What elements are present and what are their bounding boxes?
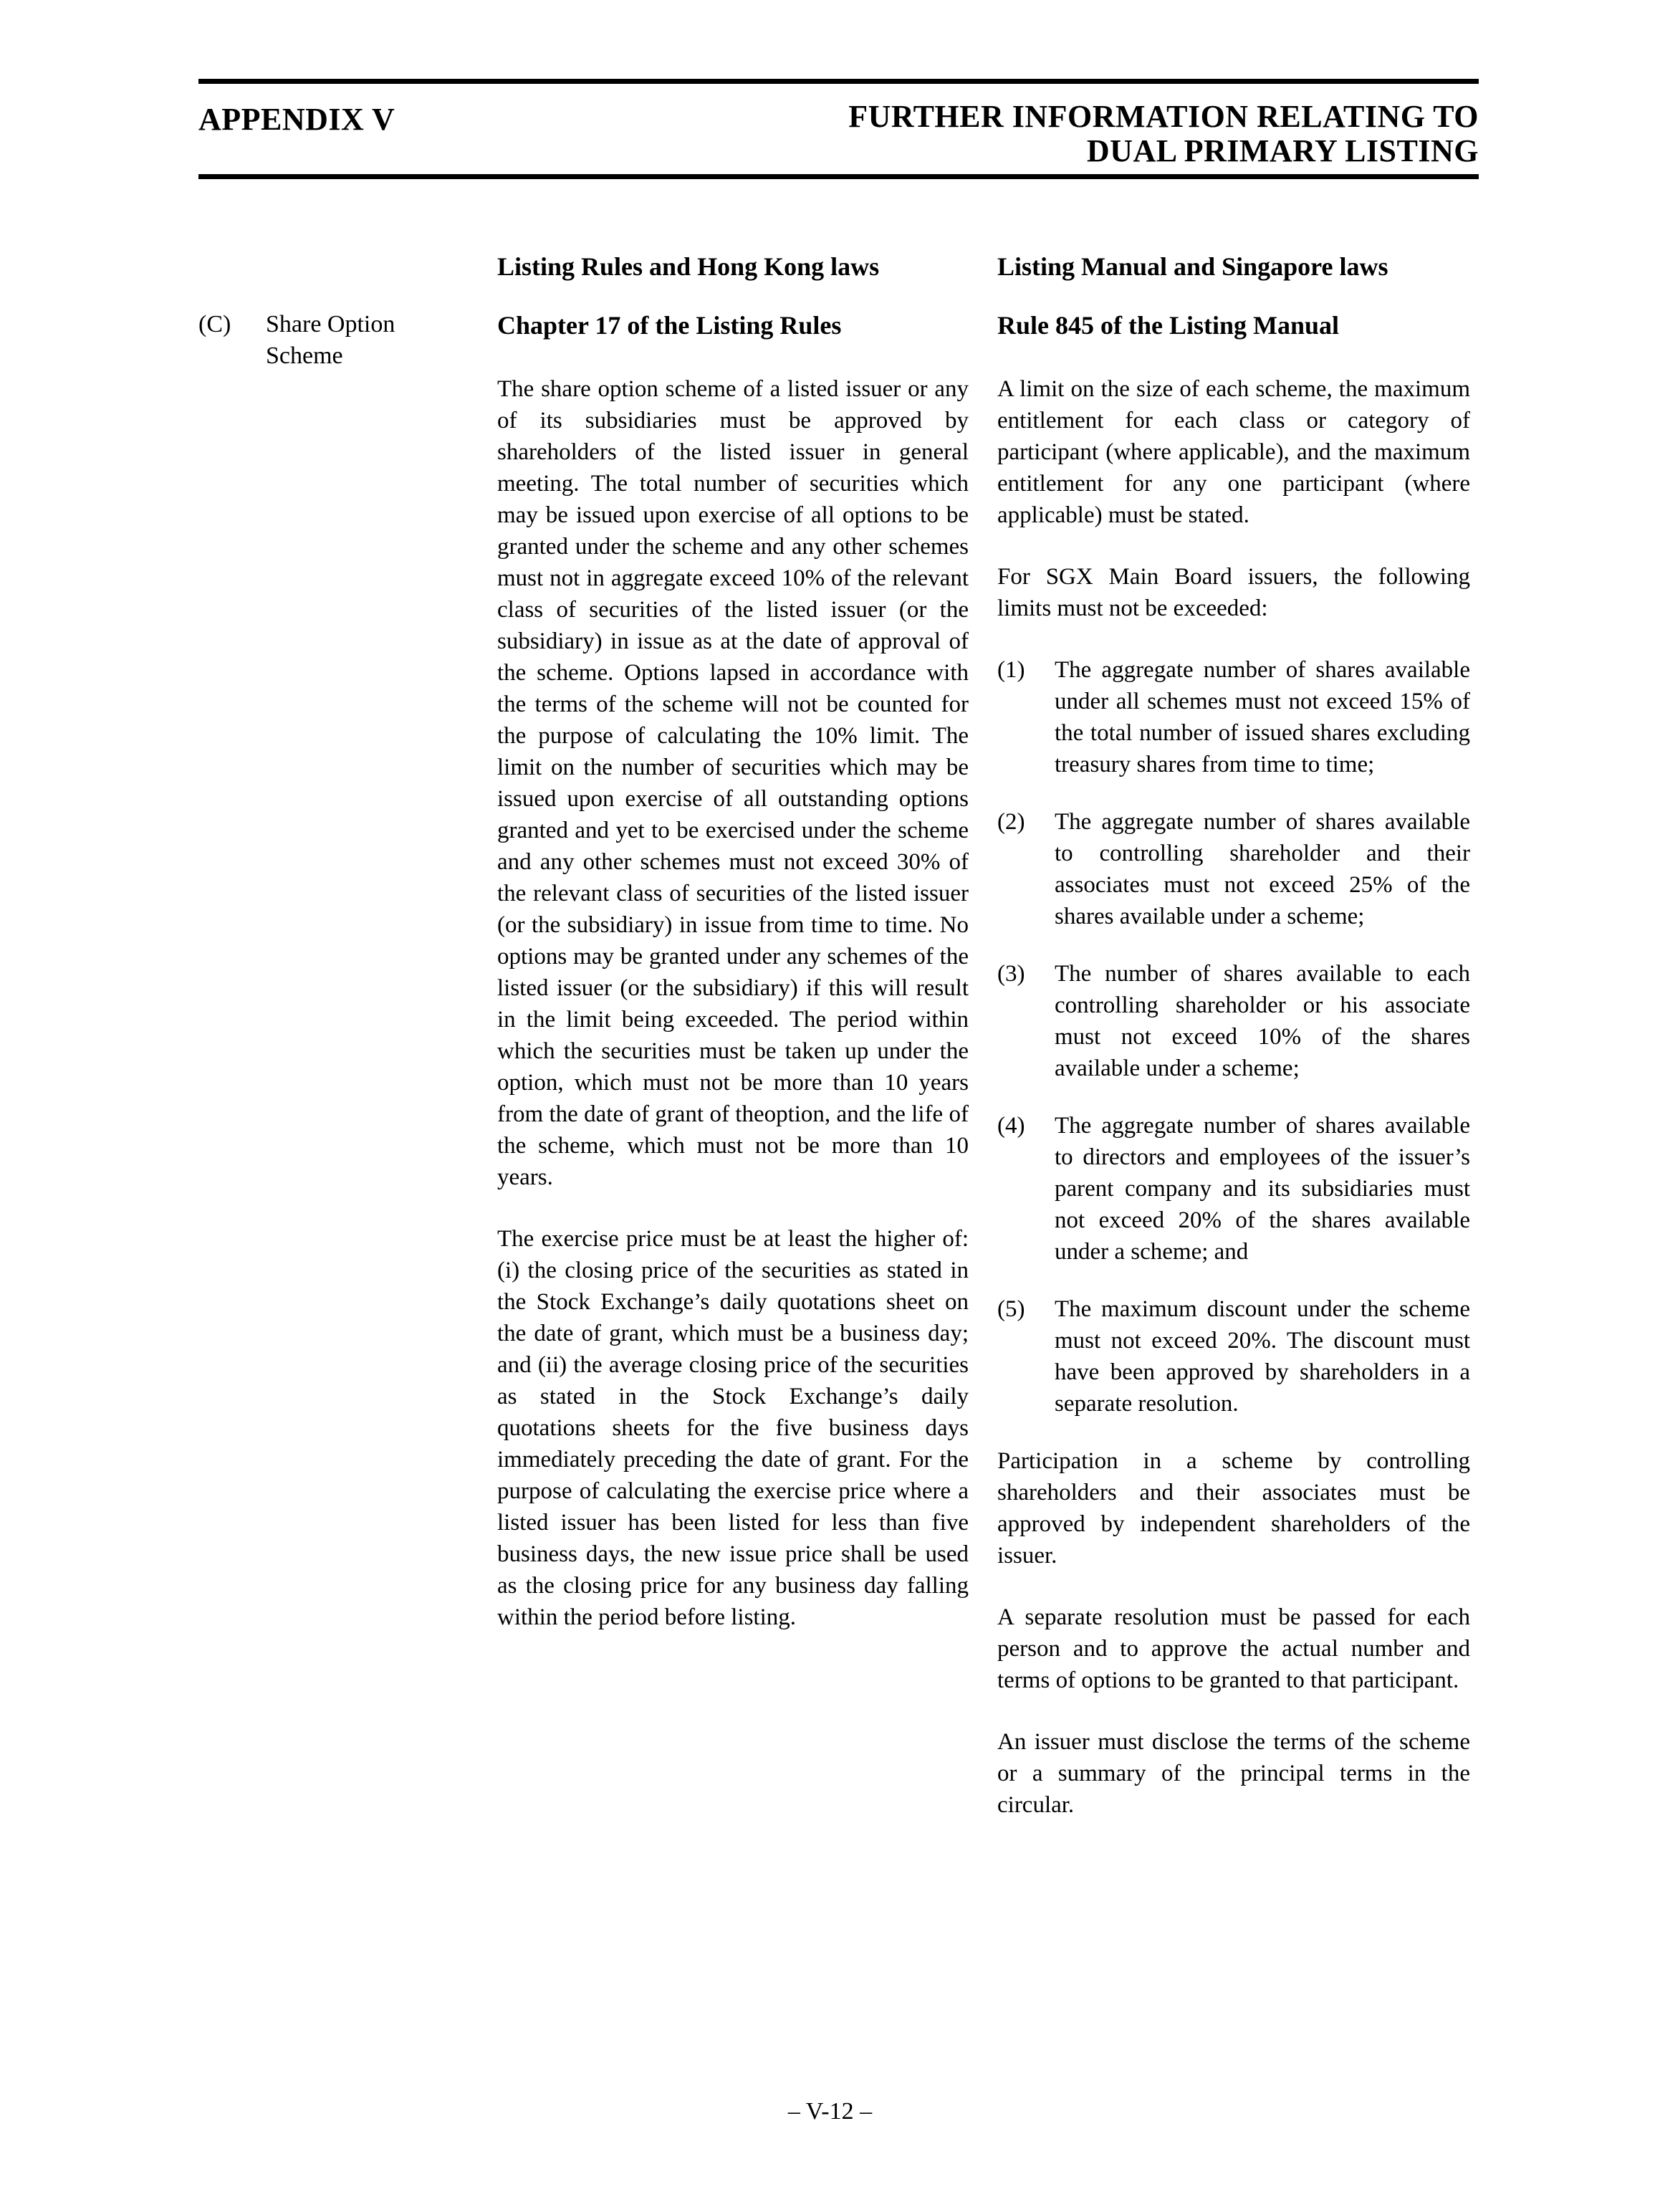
- label-column-spacer: [198, 250, 497, 283]
- page-number: – V-12 –: [787, 2098, 873, 2125]
- left-subheading: Chapter 17 of the Listing Rules: [497, 311, 842, 340]
- left-column-header: Listing Rules and Hong Kong laws: [497, 252, 880, 281]
- document-title-line1: FURTHER INFORMATION RELATING TO: [848, 99, 1479, 134]
- right-subheading: Rule 845 of the Listing Manual: [997, 311, 1340, 340]
- column-gap: [969, 250, 997, 283]
- right-closing-paragraph-3: An issuer must disclose the terms of the scheme or a summary of the principal terms in the circular.: [997, 1729, 1470, 1818]
- page-content: [198, 0, 1479, 1821]
- list-item-number: (2): [997, 809, 1025, 835]
- row-label-index: (C): [198, 311, 231, 337]
- list-item: [997, 1293, 1470, 1419]
- right-column-body: [997, 373, 1470, 1821]
- list-item: [997, 1110, 1470, 1268]
- subheading-row: [198, 309, 1479, 372]
- appendix-label: APPENDIX V: [198, 102, 395, 137]
- column-gap: [969, 373, 997, 1821]
- right-intro-paragraph-1: A limit on the size of each scheme, the maximum entitlement for each class or category of participant (where applicable), and the maximum entitlement for any one participant (where applicable) must be stated.: [997, 376, 1470, 528]
- list-item-text: The number of shares available to each controlling shareholder or his associate must not exceed 10% of the shares available under a scheme;: [1055, 961, 1470, 1081]
- list-item: [997, 806, 1470, 932]
- list-item-number: (5): [997, 1296, 1025, 1322]
- list-item-number: (3): [997, 961, 1025, 987]
- list-item-text: The aggregate number of shares available to directors and employees of the issuer’s parent company and its subsidiaries must not exceed 20% of the shares available under a scheme; and: [1055, 1113, 1470, 1265]
- right-closing-paragraph-2: A separate resolution must be passed for each person and to approve the actual number and terms of options to be granted to that participant.: [997, 1604, 1470, 1693]
- list-item-text: The maximum discount under the scheme must not exceed 20%. The discount must have been approved by shareholders in a separate resolution.: [1055, 1296, 1470, 1417]
- right-closing-paragraph-1: Participation in a scheme by controlling shareholders and their associates must be approved by independent shareholders of the issuer.: [997, 1448, 1470, 1569]
- comparison-table: [198, 250, 1479, 1821]
- body-row: [198, 373, 1479, 1821]
- row-label: [198, 309, 497, 372]
- header-top-rule: [198, 79, 1479, 84]
- column-gap: [969, 309, 997, 372]
- left-paragraph-1: The share option scheme of a listed issuer or any of its subsidiaries must be approved by shareholders of the listed issuer in general meeting. The total number of securities which may be issued upon exercise of all options to be granted under the scheme and any other schemes must not in aggregate exceed 10% of the relevant class of securities of the listed issuer (or the subsidiary) in issue as at the date of approval of the scheme. Options lapsed in accordance with the terms of the scheme will not be counted for the purpose of calculating the 10% limit. The limit on the number of securities which may be issued upon exercise of all outstanding options granted and yet to be exercised under the scheme and any other schemes must not exceed 30% of the relevant class of securities of the listed issuer (or the subsidiary) in issue from time to time. No options may be granted under any schemes of the listed issuer (or the subsidiary) if this will result in the limit being exceeded. The period within which the securities must be taken up under the option, which must not be more than 10 years from the date of grant of theoption, and the life of the scheme, which must not be more than 10 years.: [497, 376, 969, 1190]
- list-item-text: The aggregate number of shares available under all schemes must not exceed 15% of the total number of issued shares excluding treasury shares from time to time;: [1055, 657, 1470, 777]
- list-item-number: (4): [997, 1113, 1025, 1139]
- page-header: [198, 84, 1479, 174]
- header-bottom-rule: [198, 174, 1479, 179]
- left-column-body: [497, 373, 969, 1821]
- list-item: [997, 654, 1470, 780]
- list-item-number: (1): [997, 657, 1025, 683]
- left-paragraph-2: The exercise price must be at least the higher of: (i) the closing price of the securities as stated in the Stock Exchange’s daily quotations sheet on the date of grant, which must be a business day; and (ii) the average closing price of the securities as stated in the Stock Exchange’s daily quotations sheets for the five business days immediately preceding the date of grant. For the purpose of calculating the exercise price where a listed issuer has been listed for less than five business days, the new issue price shall be used as the closing price for any business day falling within the period before listing.: [497, 1226, 969, 1630]
- list-item-text: The aggregate number of shares available to controlling shareholder and their associates must not exceed 25% of the shares available under a scheme;: [1055, 809, 1470, 929]
- label-column-spacer: [198, 373, 497, 1821]
- column-headers-row: [198, 250, 1479, 283]
- right-intro-paragraph-2: For SGX Main Board issuers, the following limits must not be exceeded:: [997, 564, 1470, 621]
- row-label-title: Share Option Scheme: [266, 311, 395, 369]
- list-item: [997, 958, 1470, 1084]
- document-title: [848, 84, 1479, 168]
- document-title-line2: DUAL PRIMARY LISTING: [1086, 133, 1479, 168]
- right-column-header: Listing Manual and Singapore laws: [997, 252, 1388, 281]
